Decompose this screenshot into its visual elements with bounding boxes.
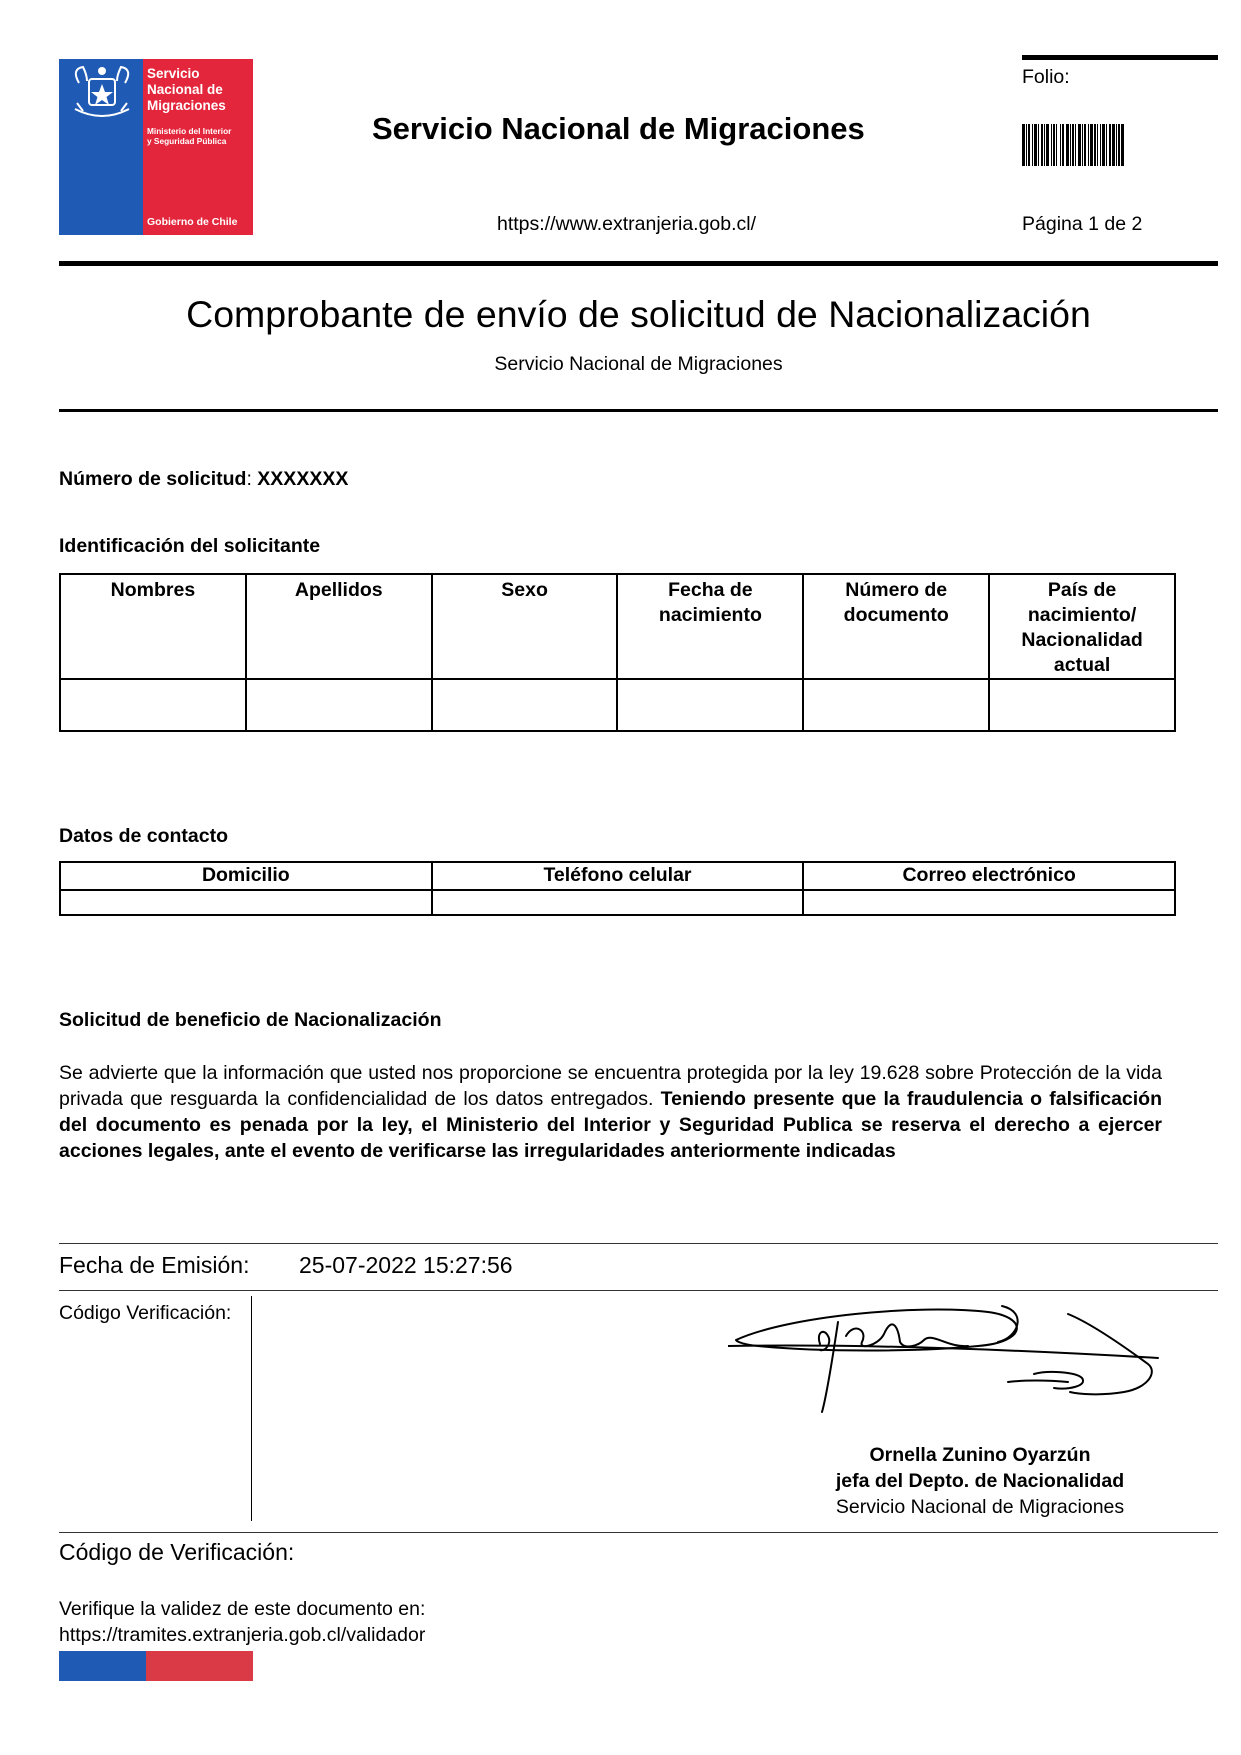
barcode-bar [1051,124,1052,166]
barcode-bar [1078,124,1081,166]
header-divider [59,261,1218,266]
header-numero-documento: Número de documento [803,574,989,679]
value-telefono [432,890,804,915]
value-fecha-nacimiento [617,679,803,731]
barcode-bar [1041,124,1043,166]
barcode-bar [1046,124,1049,166]
legal-notice [59,1060,1162,1164]
value-apellidos [246,679,432,731]
barcode-bar [1060,124,1061,166]
emission-label: Fecha de Emisión: [59,1252,250,1278]
barcode-bar [1053,124,1055,166]
request-number: Número de solicitud: XXXXXXX [59,468,349,490]
header-fecha-nacimiento: Fecha de nacimiento [617,574,803,679]
barcode-bar [1056,124,1057,166]
value-nombres [60,679,246,731]
legal-notice-warning: Teniendo presente que la fraudulencia o falsificación del documento es penada por la ley, el Ministerio del Interior y Seguridad Publica se reserva el derecho a ejercer acciones legales, ante el evento de verificarse las irregularidades anteriormente indicadas [59,1088,1162,1162]
barcode-bar [1066,124,1069,166]
barcode-bar [1072,124,1074,166]
signer-role: jefa del Depto. de Nacionalidad [835,1470,1125,1492]
document-subtitle: Servicio Nacional de Migraciones [494,353,783,375]
logo-ministry: Ministerio del Interior y Seguridad Pública [147,126,232,146]
flag-red-bar [146,1651,253,1681]
identification-header-row [60,574,1175,679]
header-url[interactable]: https://www.extranjeria.gob.cl/ [497,213,757,235]
emission-divider-bottom [59,1290,1218,1291]
coat-of-arms-icon [65,63,139,125]
verification-code-label: Código Verificación: [59,1302,232,1324]
barcode-bar [1028,124,1030,166]
contact-header-row [60,862,1175,890]
barcode-bar [1075,124,1076,166]
page-number: Página 1 de 2 [1022,213,1143,235]
value-sexo [432,679,618,731]
barcode-bar [1062,124,1064,166]
barcode-bar [1084,124,1086,166]
barcode-bar [1097,124,1098,166]
logo-government: Gobierno de Chile [147,216,238,228]
logo-org-name: Servicio Nacional de Migraciones [147,66,226,113]
barcode-bar [1044,124,1045,166]
header-title: Servicio Nacional de Migraciones [372,111,865,146]
barcode-bar [1100,124,1101,166]
barcode-bar [1026,124,1027,166]
value-pais-nacionalidad [989,679,1175,731]
header-pais-nacionalidad: País de nacimiento/ Nacionalidad actual [989,574,1175,679]
barcode-bar [1112,124,1115,166]
folio-divider [1022,55,1218,60]
header-apellidos: Apellidos [246,574,432,679]
request-number-value: XXXXXXX [257,468,349,490]
barcode-bar [1088,124,1089,166]
header-correo: Correo electrónico [803,862,1175,890]
header-sexo: Sexo [432,574,618,679]
contact-title: Datos de contacto [59,825,229,847]
barcode-bar [1118,124,1120,166]
header-telefono: Teléfono celular [432,862,804,890]
legal-notice-text: Se advierte que la información que usted nos proporcione se encuentra protegida por la ley 19.628 sobre Protección de la vida privada que resguarda la confidencialidad de los datos entregados. [59,1062,1162,1110]
signature [728,1302,1168,1430]
barcode-bar [1094,124,1096,166]
barcode-bar [1082,124,1083,166]
barcode-bar [1121,124,1124,166]
header-nombres: Nombres [60,574,246,679]
barcode-bar [1109,124,1111,166]
barcode-bar [1032,124,1033,166]
barcode-bar [1038,124,1039,166]
value-domicilio [60,890,432,915]
verification-url[interactable]: https://tramites.extranjeria.gob.cl/validador [59,1624,426,1646]
signer-name: Ornella Zunino Oyarzún [869,1444,1091,1466]
emission-value: 25-07-2022 15:27:56 [299,1252,513,1278]
barcode [1022,124,1211,166]
contact-table [59,861,1176,916]
request-number-label: Número de solicitud [59,468,247,490]
benefit-title: Solicitud de beneficio de Nacionalización [59,1009,442,1031]
title-divider [59,409,1218,412]
emission-divider-top [59,1243,1218,1244]
verification-title: Código de Verificación: [59,1539,295,1565]
barcode-bar [1070,124,1071,166]
logo [59,59,253,235]
verification-text: Verifique la validez de este documento en: [59,1598,426,1620]
barcode-bar [1034,124,1037,166]
signer-organization: Servicio Nacional de Migraciones [835,1496,1125,1518]
folio-label: Folio: [1022,66,1070,88]
verification-instructions [59,1596,425,1648]
value-correo [803,890,1175,915]
barcode-bar [1090,124,1093,166]
identification-table [59,573,1176,732]
barcode-bar [1102,124,1105,166]
header-domicilio: Domicilio [60,862,432,890]
document-title: Comprobante de envío de solicitud de Nacionalización [186,293,1091,335]
flag-blue-bar [59,1651,146,1681]
verification-divider-top [59,1532,1218,1533]
barcode-bar [1022,124,1025,166]
identification-value-row [60,679,1175,731]
value-numero-documento [803,679,989,731]
barcode-bar [1116,124,1117,166]
verification-divider [251,1296,252,1521]
identification-title: Identificación del solicitante [59,535,321,557]
barcode-bar [1106,124,1107,166]
contact-value-row [60,890,1175,915]
